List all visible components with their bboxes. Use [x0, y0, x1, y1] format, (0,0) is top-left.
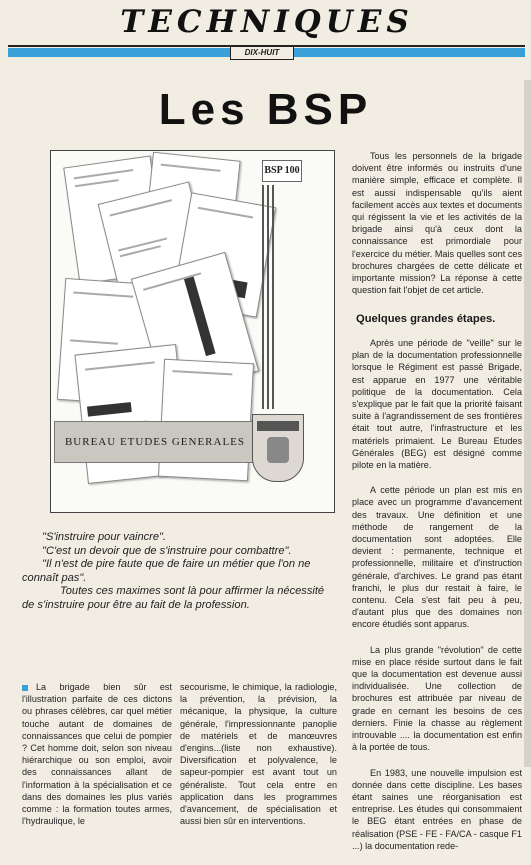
body-paragraph: En 1983, une nouvelle impulsion est donnée dans cette discipline. Les bases étant saines une réorganisation est entreprise. Les études qui consommaient le BEG étant entrées en phase de réalisation (PSE - FE - FA/CA - casque F1 ...) la documentation rede-	[352, 767, 522, 851]
body-paragraph: La brigade bien sûr est l'illustration parfaite de ces dictons ou phrases célèbres, car quel métier touche autant de domaines de connaissances que celui de pompier ? Cet homme doit, selon son niveau hiérarchique ou son emploi, avoir des connaissances allant de l'information à la spécialisation et ce dans des domaines les plus variés comme : la formation toutes armes, l'hydraulique, le	[22, 682, 172, 827]
bureau-banner: BUREAU ETUDES GENERALES	[54, 421, 256, 463]
body-paragraph: A cette période un plan est mis en place avec un programme d'avancement des travaux. Une définition et une méthode de rangement de la documentation sont adoptées. Elle devient : permanente, technique et professionnelle, militaire et d'instruction générale, d'archives. Le grand pas étant franchi, le plus dur restait à faire, le contenu. Cela s'est fait peu à peu, d'autant plus que des domaines non encore étudiés sont apparus.	[352, 485, 522, 630]
section-column	[352, 337, 522, 865]
bsp-label: BSP 100	[262, 160, 302, 182]
body-paragraph: secourisme, le chimique, la radiologie, la prévention, la prévision, la mécanique, la physique, la culture générale, l'impressionnante panoplie de matériels et de manœuvres d'engins...(liste non exhaustive). Diversification et polyvalence, le sapeur-pompier est avant tout un généraliste. Tout cela entre en application dans les programmes d'avancement, de spécialisation et aussi bien sûr en interventions.	[180, 682, 337, 827]
quote-line: Toutes ces maximes sont là pour affirmer la nécessité de s'instruire pour être au fait de la profession.	[22, 585, 325, 611]
intro-column	[352, 150, 522, 309]
square-bullet-icon	[22, 685, 28, 691]
body-paragraph: Après une période de "veille" sur le plan de la documentation professionnelle lorsque le Régiment est passé Brigade, est apparue en 1977 une véritable politique de la documentation. Cela s'explique par le fait que la priorité faisant suite à l'agrandissement de ses frontières était tout autre, l'infrastructure et les matériels primaient. Le Bureau Etudes Générales (BEG) est désigné comme pilote en la matière.	[352, 338, 522, 471]
pull-quote	[22, 531, 337, 612]
issue-label: DIX-HUIT	[230, 47, 294, 60]
body-paragraph: La plus grande "révolution" de cette mise en place réside surtout dans le fait que la documentation est devenue aussi individualisée. Une collection de brochures est attribuée par niveau de grade en cernant les besoins de ces derniers. Finie la chasse au règlement introuvable .... la documentation est enfin à la portée de tous.	[352, 644, 522, 753]
section-title: TECHNIQUES	[120, 4, 414, 40]
quote-line: "S'instruire pour vaincre".	[42, 531, 167, 543]
quote-line: "Il n'est de pire faute que de faire un métier que l'on ne connaît pas".	[22, 558, 311, 584]
binding-stripes	[262, 185, 278, 409]
body-column-left	[22, 681, 172, 827]
section-heading: Quelques grandes étapes.	[356, 313, 496, 325]
intro-paragraph: Tous les personnels de la brigade doivent être informés ou instruits d'une manière simple, efficace et complète. Il est aussi indispensable qu'ils aient facilement accès aux textes et documents qui régissent la vie et les activités de la brigade ainsi qu'à ceux dont la connaissance est primordiale pour l'exercice du métier. Mais quelles sont ces brochures chargées de cette délicate et importante mission? La réponse à cette question fait l'objet de cet article.	[352, 151, 522, 296]
body-column-middle	[180, 681, 337, 827]
quote-line: "C'est un devoir que de s'instruire pour combattre".	[42, 544, 292, 557]
page-edge	[524, 80, 531, 767]
emblem-icon	[252, 414, 304, 482]
article-title: Les BSP	[158, 85, 373, 134]
